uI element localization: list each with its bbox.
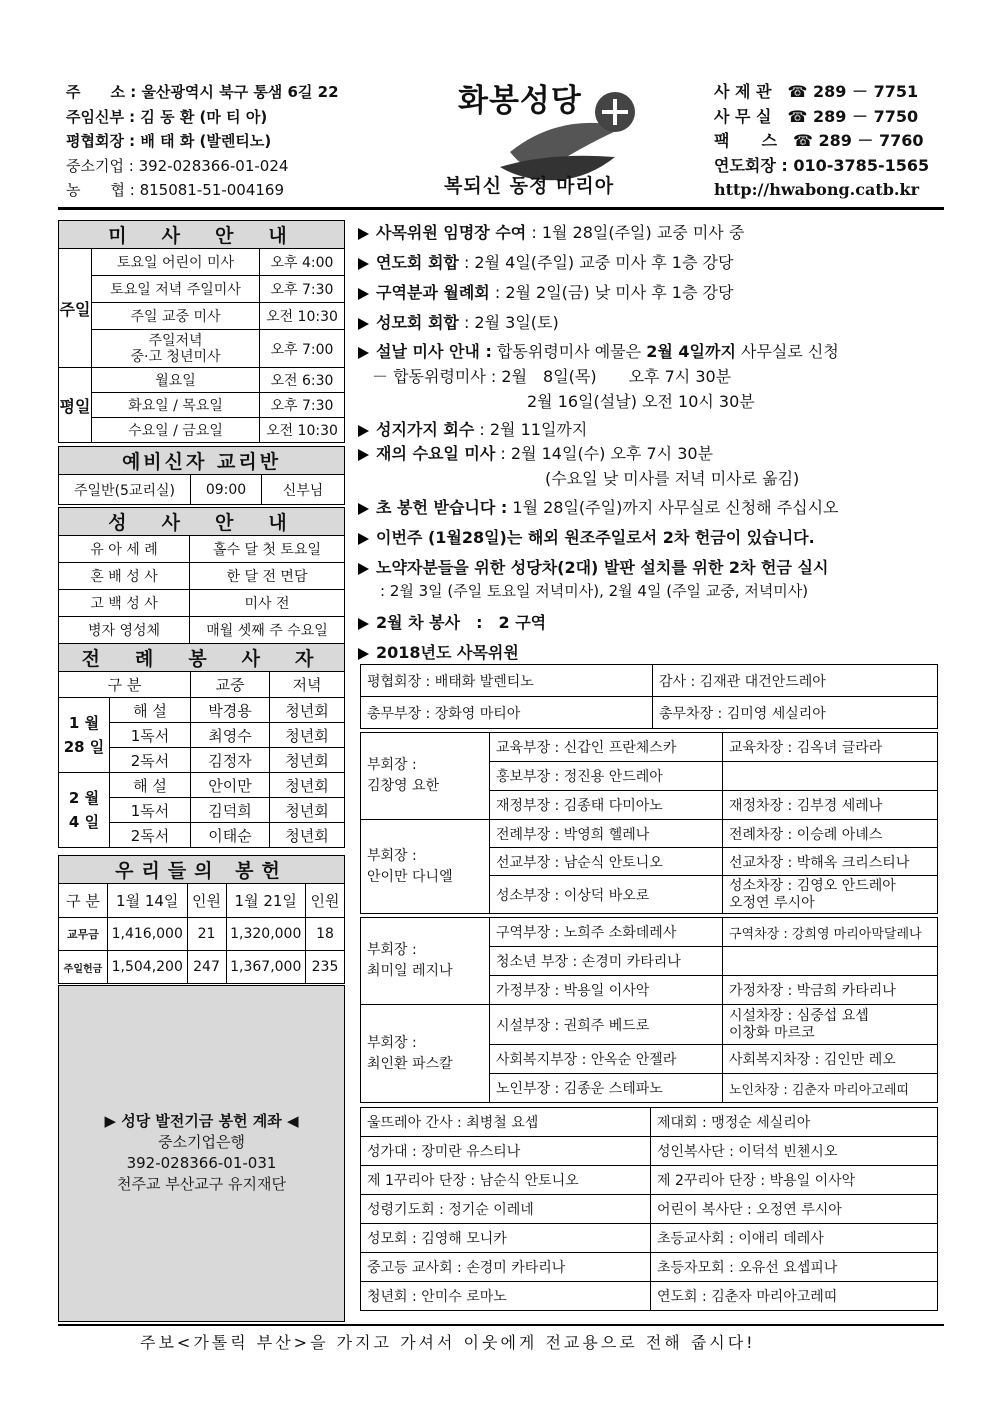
notice-item: 초 봉헌 받습니다 : 1월 28일(주일)까지 사무실로 신청해 주십시오 — [358, 495, 839, 518]
mass-schedule: 미 사 안 내 주일 토요일 어린이 미사 오후 4:00 토요일 저녁 주일미사 오후 7:30 주일 교중 미사 오전 10:30 주일저녁 중·고 청년미사 오후 7:00 평일 월요일 오전 6:30 화요일 / 목요일 오후 7:30 수요일 / 금요일 오전 10:30 — [58, 220, 345, 443]
catechumen-class: 예비신자 교리반 주일반(5교리실) 09:00 신부님 — [58, 446, 345, 505]
footer-divider — [58, 1324, 944, 1326]
notice-item: 성모회 회합 : 2월 3일(토) — [358, 310, 559, 333]
notice-item: 2월 차 봉사 : 2 구역 — [358, 610, 546, 633]
address-line: 주 소 : 울산광역시 북구 통샘 6길 22 — [66, 83, 339, 101]
liturgy-servers: 전 례 봉 사 자 구 분 교중 저녁 1 월 28 일 해 설 박경용 청년회 1독서 최영수 청년회 2독서 김정자 청년회 2 월 4 일 해 설 안이만 청년회 1독서 김덕희 청년회 2독서 이태순 청년회 — [58, 643, 345, 848]
council-group-2: 부회장 : 안이만 다니엘 전례부장 : 박영희 헬레나 전례차장 : 이승례 아녜스 선교부장 : 남순식 안토니오 선교차장 : 박해옥 크리스티나 성소부장 : 이상덕 바오로 성소차장 : 김영오 안드레아 오정연 루시아 — [360, 819, 938, 914]
notice-item: 성지가지 회수 : 2월 11일까지 — [358, 417, 587, 440]
website-link[interactable]: http://hwabong.catb.kr — [714, 180, 919, 199]
council-group-4: 부회장 : 최인환 파스칼 시설부장 : 권희주 베드로 시설차장 : 심중섭 요셉 이창화 마르코 사회복지부장 : 안옥순 안젤라 사회복지차장 : 김인만 레오 노인부장 : 김종운 스테파노 노인차장 : 김춘자 마리아고레띠 — [360, 1004, 938, 1103]
council-group-1: 부회장 : 김창영 요한 교육부장 : 신갑인 프란체스카 교육차장 : 김옥녀 글라라 홍보부장 : 정진용 안드레아 재정부장 : 김종태 다미아노 재정차장 : 김부경 세레나 — [360, 732, 938, 820]
council-bottom: 울뜨레아 간사 : 최병철 요셉 제대회 : 맹정순 세실리아 성가대 : 장미란 유스티나 성인복사단 : 이덕석 빈첸시오 제 1꾸리아 단장 : 남순식 안토니오 제 2꾸리아 단장 : 박용일 이사악 성령기도회 : 정기순 이레네 어린이 복사단 : 오정연 루시아 성모회 : 김영해 모니카 초등교사회 : 이애리 데레사 중고등 교사회 : 손경미 카타리나 초등자모회 : 오유선 요셉피나 청년회 : 안미수 로마노 연도회 : 김춘자 마리아고레띠 — [360, 1107, 938, 1311]
header-info — [66, 80, 339, 203]
header-divider — [58, 207, 944, 210]
council-top: 평협회장 : 배태화 발렌티노 감사 : 김재관 대건안드레아 총무부장 : 장화영 마티아 총무차장 : 김미영 세실리아 — [360, 664, 938, 729]
notice-detail: － 합동위령미사 : 2월 8일(목) 오후 7시 30분 — [372, 367, 732, 386]
notice-item: 구역분과 월례회 : 2월 2일(금) 낮 미사 후 1층 강당 — [358, 280, 733, 303]
council-president-line: 평협회장 : 배 태 화 (발렌티노) — [66, 132, 272, 150]
notice-item: 재의 수요일 미사 : 2월 14일(수) 오후 7시 30분 — [358, 441, 713, 464]
notice-item: 설날 미사 안내 : 합동위령미사 예물은 2월 4일까지 사무실로 신청 — [358, 339, 839, 362]
bank-account-line-2: 농 협 : 815081-51-004169 — [66, 181, 285, 199]
notice-item: 이번주 (1월28일)는 해외 원조주일로서 2차 헌금이 있습니다. — [358, 525, 815, 548]
footer-message: 주보<가톨릭 부산>을 가지고 가셔서 이웃에게 전교용으로 전해 줍시다! — [140, 1333, 756, 1352]
church-subtitle: 복되신 동정 마리아 — [444, 175, 615, 197]
development-fund-box: ▶ 성당 발전기금 봉헌 계좌 ◀ 중소기업은행 392-028366-01-031 천주교 부산교구 유지재단 — [58, 985, 345, 1322]
notice-item: 2018년도 사목위원 — [358, 640, 519, 663]
offering-table: 우리들의 봉헌 구 분 1월 14일 인원 1월 21일 인원 교무금 1,416,000 21 1,320,000 18 주일헌금 1,504,200 247 1,367,000 235 — [58, 855, 345, 984]
bank-account-line-1: 중소기업 : 392-028366-01-024 — [66, 156, 289, 175]
notice-item: 노약자분들을 위한 성당차(2대) 발판 설치를 위한 2차 헌금 실시 — [358, 555, 828, 578]
council-group-3: 부회장 : 최미일 레지나 구역부장 : 노희주 소화데레사 구역차장 : 강희영 마리아막달레나 청소년 부장 : 손경미 카타리나 가정부장 : 박용일 이사악 가정차장 : 박금희 카타리나 — [360, 917, 938, 1005]
sacrament-info: 성 사 안 내 유 아 세 례 홀수 달 첫 토요일 혼 배 성 사 한 달 전 면담 고 백 성 사 미사 전 병자 영성체 매월 셋째 주 수요일 — [58, 507, 345, 644]
notice-detail: 2월 16일(설날) 오전 10시 30분 — [527, 392, 755, 411]
notice-detail: : 2월 3일 (주일 토요일 저녁미사), 2월 4일 (주일 교중, 저녁미사) — [380, 582, 809, 600]
contact-info: 사 제 관 ☎ 289 － 7751 사 무 실 ☎ 289 － 7750 팩 스 ☎ 289 － 7760 연도회장 : 010-3785-1565 http://hwabong.catb.kr — [714, 80, 929, 203]
notice-item: 사목위원 임명장 수여 : 1월 28일(주일) 교중 미사 중 — [358, 220, 744, 243]
mass-title: 미 사 안 내 — [59, 221, 345, 249]
notice-detail: (수요일 낮 미사를 저녁 미사로 옮김) — [545, 469, 800, 488]
pastor-line: 주임신부 : 김 동 환 (마 티 아) — [66, 107, 268, 126]
church-name: 화봉성당 — [458, 83, 582, 119]
notice-item: 연도회 회합 : 2월 4일(주일) 교중 미사 후 1층 강당 — [358, 250, 733, 273]
